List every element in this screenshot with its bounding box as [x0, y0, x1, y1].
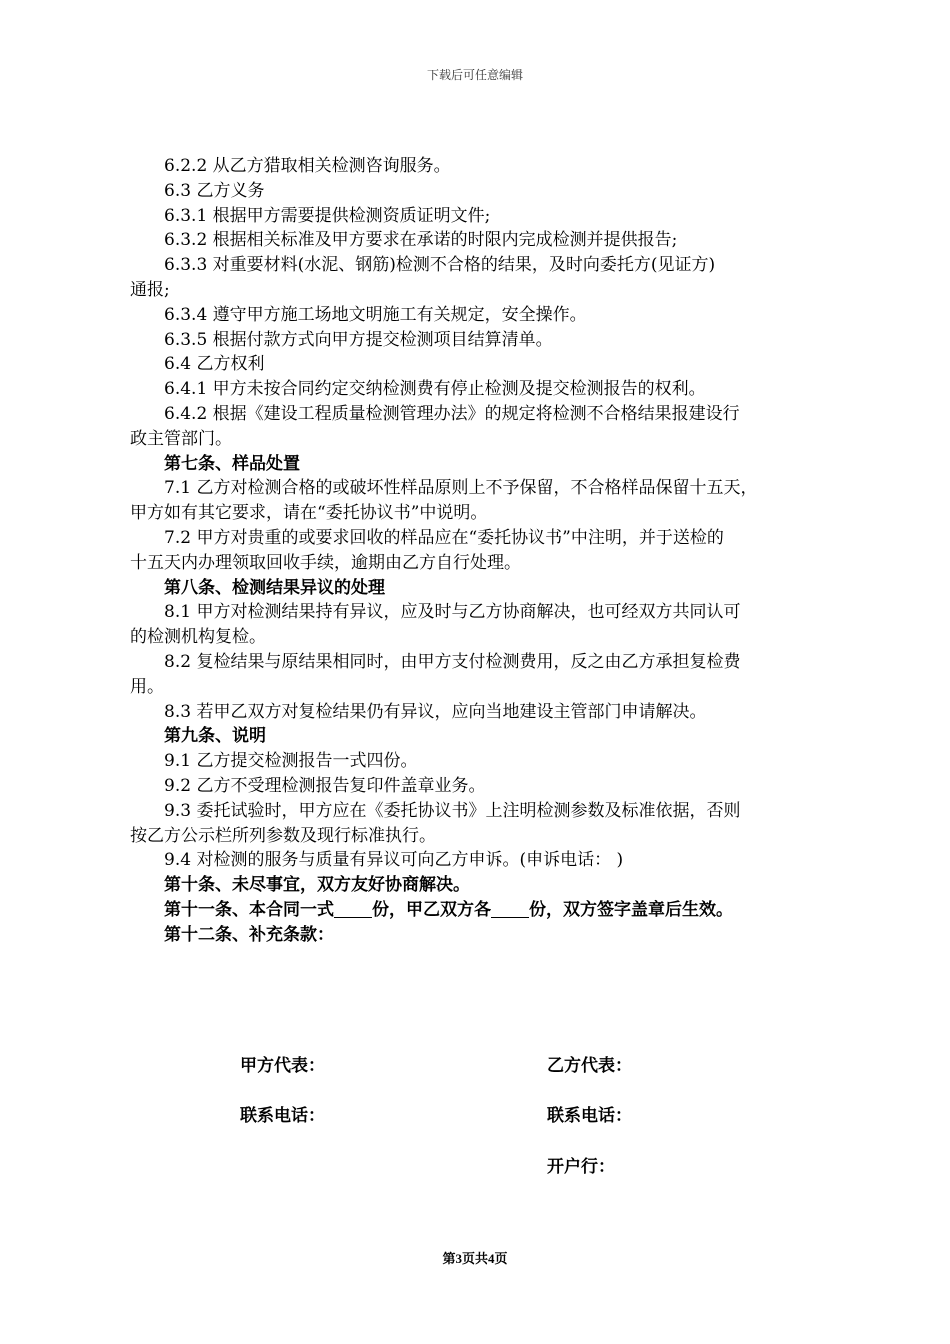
- article-10: 第十条、未尽事宜，双方友好协商解决。: [164, 875, 470, 896]
- contract-body: [130, 154, 830, 948]
- clause-6-3-3-cont: 通报;: [130, 279, 170, 300]
- clause-6-3-5: 6.3.5 根据付款方式向甲方提交检测项目结算清单。: [164, 329, 553, 350]
- clause-7-1: 7.1 乙方对检测合格的或破坏性样品原则上不予保留，不合格样品保留十五天，: [164, 478, 758, 499]
- article-12: 第十二条、补充条款：: [164, 924, 334, 945]
- clause-7-2-cont: 十五天内办理领取回收手续，逾期由乙方自行处理。: [130, 552, 521, 573]
- clause-8-2: 8.2 复检结果与原结果相同时，由甲方支付检测费用，反之由乙方承担复检费: [164, 651, 741, 672]
- clause-6-2-2: 6.2.2 从乙方猎取相关检测咨询服务。: [164, 156, 451, 176]
- clause-9-2: 9.2 乙方不受理检测报告复印件盖章业务。: [164, 775, 486, 796]
- article-11-part-3: 份，双方签字盖章后生效。: [529, 899, 733, 920]
- clause-7-2: 7.2 甲方对贵重的或要求回收的样品应在“委托协议书”中注明，并于送检的: [164, 527, 724, 548]
- page-header-note: 下载后可任意编辑: [426, 68, 523, 82]
- clause-6-3-3: 6.3.3 对重要材料(水泥、钢筋)检测不合格的结果，及时向委托方(见证方): [164, 255, 716, 276]
- clause-6-4-1: 6.4.1 甲方未按合同约定交纳检测费有停止检测及提交检测报告的权利。: [164, 379, 706, 400]
- clause-6-4-2-cont: 政主管部门。: [130, 428, 232, 449]
- clause-6-3-2: 6.3.2 根据相关标准及甲方要求在承诺的时限内完成检测并提供报告;: [164, 230, 678, 251]
- clause-8-2-cont: 用。: [130, 676, 164, 697]
- article-7-heading: 第七条、样品处置: [164, 453, 300, 474]
- clause-6-3-4: 6.3.4 遵守甲方施工场地文明施工有关规定，安全操作。: [164, 304, 587, 325]
- clause-8-3: 8.3 若甲乙双方对复检结果仍有异议，应向当地建设主管部门申请解决。: [164, 701, 707, 722]
- article-11-part-2: 份，甲乙双方各: [372, 899, 491, 920]
- copies-total-blank: [334, 901, 372, 918]
- clause-7-1-cont: 甲方如有其它要求，请在“委托协议书”中说明。: [130, 503, 488, 524]
- party-b-representative-label: 乙方代表：: [547, 1056, 632, 1076]
- article-9-heading: 第九条、说明: [164, 726, 266, 747]
- party-b-phone-label: 联系电话：: [547, 1106, 632, 1126]
- clause-6-3-heading: 6.3 乙方义务: [164, 180, 265, 201]
- copies-each-blank: [491, 901, 529, 918]
- clause-9-4: 9.4 对检测的服务与质量有异议可向乙方申诉。(申诉电话： ): [164, 850, 624, 871]
- clause-6-3-1: 6.3.1 根据甲方需要提供检测资质证明文件;: [164, 205, 491, 226]
- article-8-heading: 第八条、检测结果异议的处理: [164, 577, 385, 598]
- clause-6-4-2: 6.4.2 根据《建设工程质量检测管理办法》的规定将检测不合格结果报建设行: [164, 403, 740, 424]
- article-11: [130, 898, 830, 923]
- clause-9-1: 9.1 乙方提交检测报告一式四份。: [164, 751, 418, 772]
- party-b-bank-label: 开户行：: [547, 1157, 615, 1177]
- party-a-phone-label: 联系电话：: [240, 1106, 325, 1126]
- clause-9-3-cont: 按乙方公示栏所列参数及现行标准执行。: [130, 825, 436, 846]
- clause-8-1-cont: 的检测机构复检。: [130, 627, 266, 648]
- clause-6-4-heading: 6.4 乙方权利: [164, 354, 265, 375]
- clause-8-1: 8.1 甲方对检测结果持有异议，应及时与乙方协商解决，也可经双方共同认可: [164, 602, 741, 623]
- party-a-representative-label: 甲方代表：: [240, 1056, 325, 1076]
- page-number: 第3页共4页: [442, 1251, 508, 1266]
- clause-9-3: 9.3 委托试验时，甲方应在《委托协议书》上注明检测参数及标准依据，否则: [164, 800, 741, 821]
- article-11-part-1: 第十一条、本合同一式: [164, 899, 334, 920]
